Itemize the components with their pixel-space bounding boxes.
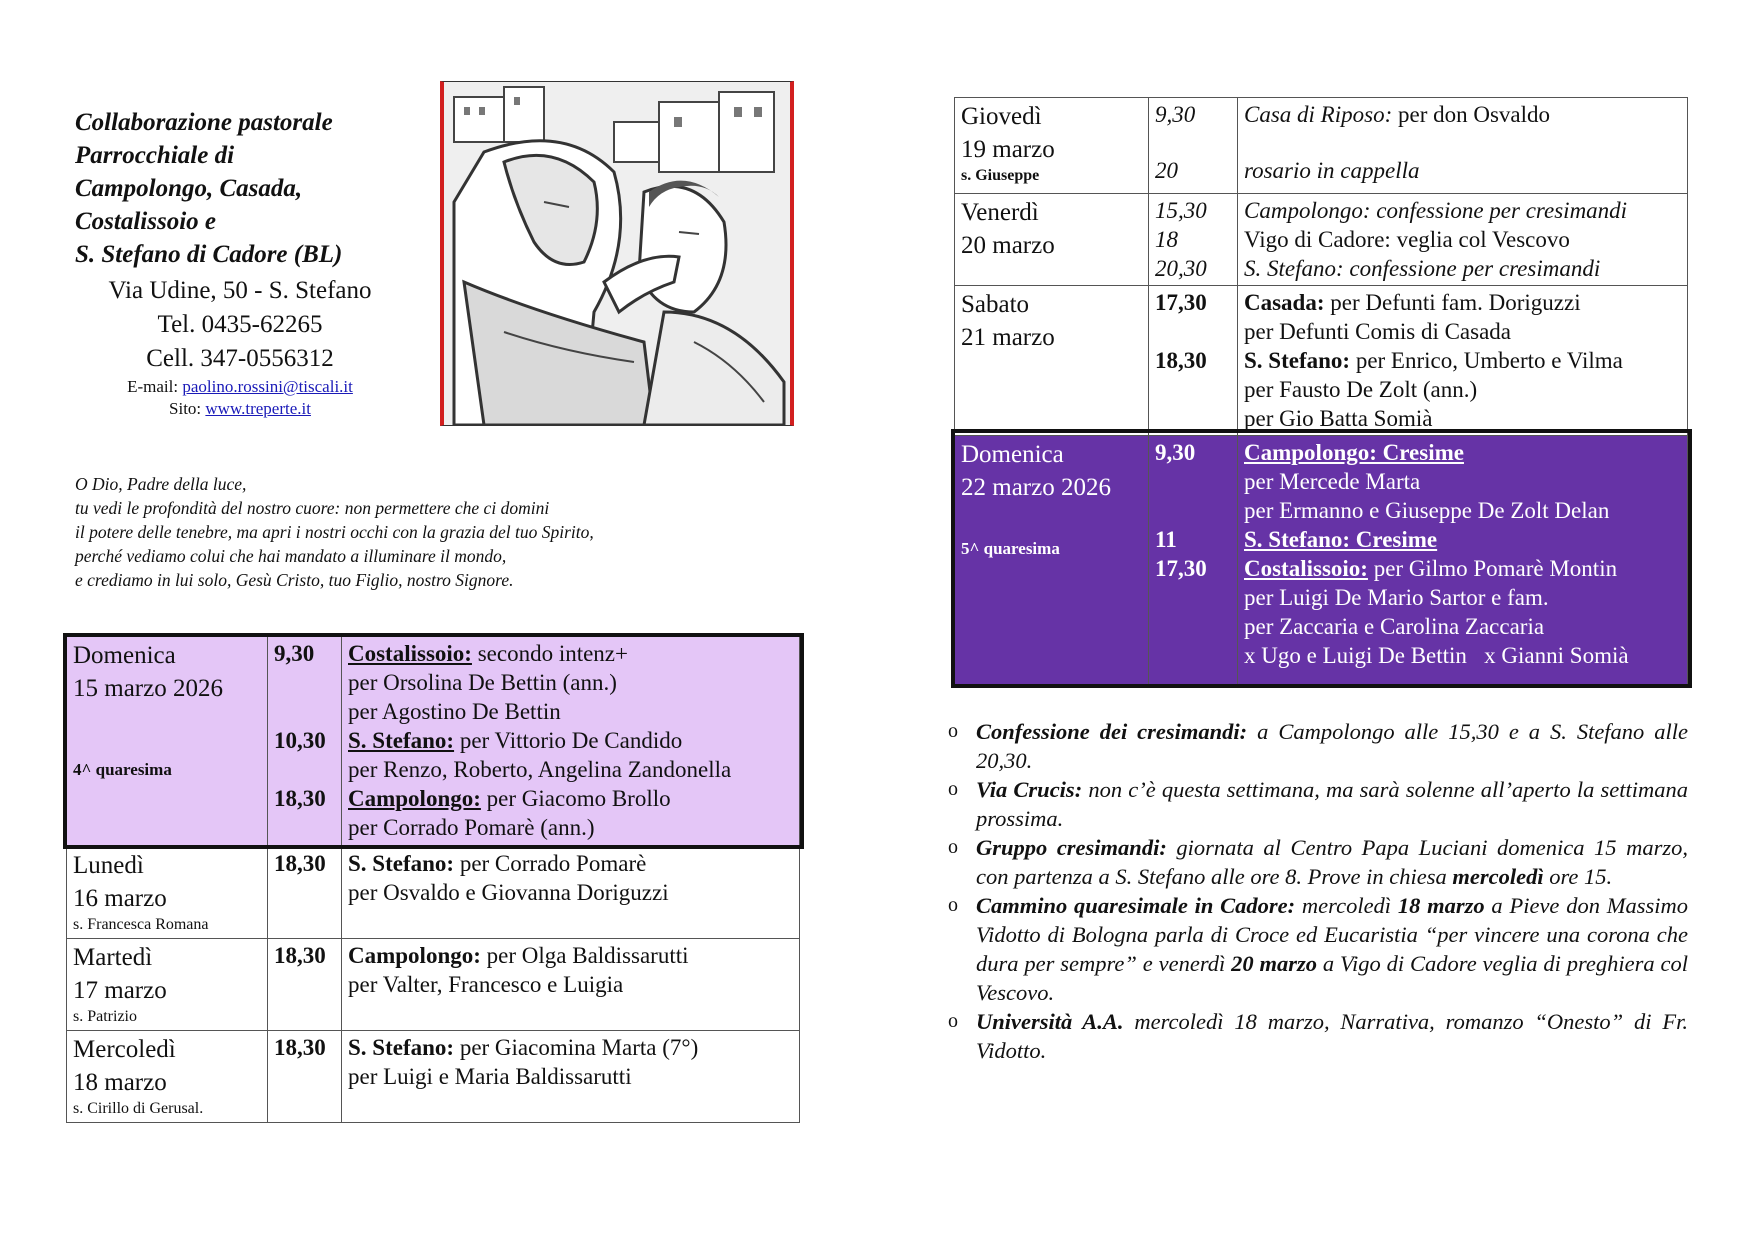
note-heading: Via Crucis:: [976, 777, 1083, 802]
intentions-cell: [342, 939, 800, 1031]
note-text: a Campolongo alle 15,30 e a S. Stefano alle 20,30.: [976, 719, 1688, 773]
day-name: Giovedì: [961, 103, 1042, 130]
list-item: [948, 775, 1688, 833]
prayer-line: e crediamo in lui solo, Gesù Cristo, tuo Figlio, nostro Signore.: [75, 570, 514, 590]
left-schedule-table: [66, 636, 800, 1123]
intention-line: per Renzo, Roberto, Angelina Zandonella: [348, 757, 732, 782]
church-name: S. Stefano:: [348, 728, 455, 753]
intention-line: [348, 639, 793, 668]
intention-text: per Defunti fam. Doriguzzi: [1324, 290, 1581, 315]
table-row: [67, 939, 800, 1031]
saint-name: s. Giuseppe: [961, 167, 1040, 184]
church-name: Costalissoio:: [1244, 556, 1368, 581]
intention-text: per Enrico, Umberto e Vilma: [1350, 348, 1623, 373]
note-text: non c’è questa settimana, ma sarà solenne all’aperto la settimana prossima.: [976, 777, 1688, 831]
email-line: [75, 376, 405, 398]
intention-text: per Gilmo Pomarè Montin: [1367, 556, 1618, 581]
intention-line: [1244, 288, 1681, 317]
intention-line: per Orsolina De Bettin (ann.): [348, 670, 617, 695]
mass-time: 17,30: [1155, 290, 1207, 315]
day-name: Lunedì: [73, 852, 144, 879]
note-text: a Pieve don Massimo Vidotto di Bologna parla di Croce ed Eucaristia “per vincere una corona che dura per sempre” e venerdì: [976, 893, 1688, 976]
church-name: S. Stefano:: [1244, 348, 1351, 373]
intention-line: rosario in cappella: [1244, 158, 1420, 183]
day-name: Domenica: [73, 642, 176, 669]
liturgical-note: 4^ quaresima: [73, 760, 172, 779]
title-line: Collaborazione pastorale: [75, 109, 333, 136]
mass-time: 20,30: [1155, 256, 1207, 281]
intention-line: per Zaccaria e Carolina Zaccaria: [1244, 614, 1545, 639]
mass-time: 18,30: [268, 1031, 342, 1123]
jesus-healing-illustration-icon: [440, 81, 794, 426]
church-name: S. Stefano: Cresime: [1244, 527, 1438, 552]
email-link[interactable]: paolino.rossini@tiscali.it: [182, 377, 353, 396]
note-emphasis: mercoledì: [1452, 864, 1544, 889]
note-heading: Cammino quaresimale in Cadore:: [976, 893, 1296, 918]
day-name: Domenica: [961, 441, 1064, 468]
telephone: Tel. 0435-62265: [157, 311, 323, 338]
intention-text: per Olga Baldissarutti: [480, 943, 689, 968]
mass-time: 11: [1155, 527, 1177, 552]
intention-line: [1244, 100, 1681, 129]
intentions-cell: [1238, 98, 1688, 194]
day-cell: [67, 939, 268, 1031]
church-name: Costalissoio:: [348, 641, 472, 666]
time-cell: [1149, 98, 1238, 194]
mass-time: 18: [1155, 227, 1178, 252]
day-name: Venerdì: [961, 199, 1039, 226]
note-text: ore 15.: [1543, 864, 1613, 889]
prayer-line: perché vediamo colui che hai mandato a illuminare il mondo,: [75, 546, 507, 566]
intention-line: per Corrado Pomarè (ann.): [348, 815, 595, 840]
mass-time: 18,30: [268, 847, 342, 939]
note-heading: Confessione dei cresimandi:: [976, 719, 1248, 744]
list-item: [948, 717, 1688, 775]
day-date: 19 marzo: [961, 136, 1055, 163]
mass-time: 9,30: [1155, 440, 1196, 465]
table-row: [67, 637, 800, 847]
day-cell: [955, 194, 1149, 286]
note-heading: Università A.A.: [976, 1009, 1124, 1034]
day-cell: [67, 847, 268, 939]
intentions-cell: [342, 637, 800, 847]
intention-line: [348, 784, 793, 813]
intention-line: per Mercede Marta: [1244, 469, 1421, 494]
time-cell: [1149, 286, 1238, 436]
mass-time: 9,30: [1155, 102, 1196, 127]
site-link[interactable]: www.treperte.it: [205, 399, 311, 418]
intention-text: per Vittorio De Candido: [454, 728, 683, 753]
list-item: [948, 1007, 1688, 1065]
intentions-cell: [342, 1031, 800, 1123]
title-line: Campolongo, Casada,: [75, 175, 303, 202]
intention-line: per Defunti Comis di Casada: [1244, 319, 1512, 344]
time-cell: [268, 637, 342, 847]
day-date: 21 marzo: [961, 324, 1055, 351]
note-text: mercoledì 18 marzo, Narrativa, romanzo “Onesto” di Fr. Vidotto.: [976, 1009, 1688, 1063]
intentions-cell: [1238, 194, 1688, 286]
note-emphasis: 18 marzo: [1397, 893, 1485, 918]
opening-prayer: [75, 472, 775, 592]
intention-line: Vigo di Cadore: veglia col Vescovo: [1244, 227, 1570, 252]
announcements-list: [948, 717, 1688, 1065]
right-schedule-table: [954, 97, 1688, 688]
intention-line: [348, 849, 793, 878]
mass-time: 17,30: [1155, 556, 1207, 581]
note-text: giornata al Centro Papa Luciani domenica 15 marzo, con partenza a S. Stefano alle ore 8. Prove in chiesa: [976, 835, 1688, 889]
intention-line: per Ermanno e Giuseppe De Zolt Delan: [1244, 498, 1610, 523]
note-heading: Gruppo cresimandi:: [976, 835, 1167, 860]
mass-time: 20: [1155, 158, 1178, 183]
email-label: E-mail:: [127, 377, 183, 396]
intention-line: [1244, 346, 1681, 375]
intention-line: Campolongo: confessione per cresimandi: [1244, 198, 1628, 223]
church-name: Campolongo: Cresime: [1244, 440, 1464, 465]
title-line: Costalissoio e: [75, 208, 216, 235]
intention-line: [348, 1033, 793, 1062]
intention-line: per Fausto De Zolt (ann.): [1244, 377, 1478, 402]
bullet-icon: o: [948, 1010, 958, 1032]
intention-line: per Luigi De Mario Sartor e fam.: [1244, 585, 1549, 610]
church-name: Casada:: [1244, 290, 1325, 315]
mass-time: 18,30: [274, 786, 326, 811]
day-date: 15 marzo 2026: [73, 675, 223, 702]
mass-time: 10,30: [274, 728, 326, 753]
day-cell: [955, 98, 1149, 194]
church-name: Campolongo:: [348, 786, 481, 811]
site-label: Sito:: [169, 399, 206, 418]
list-item: [948, 891, 1688, 1007]
site-line: [75, 398, 405, 420]
mass-time: 18,30: [268, 939, 342, 1031]
day-cell: [955, 436, 1149, 688]
illustration-svg: [444, 82, 790, 425]
intention-line: S. Stefano: confessione per cresimandi: [1244, 256, 1601, 281]
table-row: [955, 436, 1688, 688]
day-name: Martedì: [73, 944, 153, 971]
church-name: S. Stefano:: [348, 1035, 455, 1060]
intention-line: x Ugo e Luigi De Bettin x Gianni Somià: [1244, 643, 1629, 668]
prayer-line: tu vedi le profondità del nostro cuore: non permettere che ci domini: [75, 498, 550, 518]
time-cell: [1149, 194, 1238, 286]
address: Via Udine, 50 - S. Stefano: [108, 277, 372, 304]
day-name: Mercoledì: [73, 1036, 176, 1063]
table-row: [955, 194, 1688, 286]
intention-text: per don Osvaldo: [1392, 102, 1551, 127]
intention-text: per Giacomina Marta (7°): [454, 1035, 699, 1060]
mass-time: 18,30: [1155, 348, 1207, 373]
note-emphasis: 20 marzo: [1231, 951, 1317, 976]
intention-line: [348, 941, 793, 970]
bullet-icon: o: [948, 836, 958, 858]
mass-time: 15,30: [1155, 198, 1207, 223]
intention-line: per Valter, Francesco e Luigia: [348, 972, 624, 997]
day-date: 20 marzo: [961, 232, 1055, 259]
intention-text: per Corrado Pomarè: [454, 851, 647, 876]
intention-line: per Luigi e Maria Baldissarutti: [348, 1064, 632, 1089]
prayer-line: il potere delle tenebre, ma apri i nostri occhi con la grazia del tuo Spirito,: [75, 522, 594, 542]
list-item: [948, 833, 1688, 891]
time-cell: [1149, 436, 1238, 688]
intention-line: per Gio Batta Somià: [1244, 406, 1433, 431]
parish-title: [75, 106, 435, 271]
bullet-icon: o: [948, 894, 958, 916]
day-date: 17 marzo: [73, 977, 167, 1004]
title-line: Parrocchiale di: [75, 142, 235, 169]
table-row: [955, 286, 1688, 436]
intention-text: secondo intenz+: [471, 641, 628, 666]
title-line: S. Stefano di Cadore (BL): [75, 241, 343, 268]
intention-text: per Giacomo Brollo: [480, 786, 671, 811]
table-row: [67, 1031, 800, 1123]
mass-time: 9,30: [274, 641, 315, 666]
table-row: [67, 847, 800, 939]
church-name: Casa di Riposo:: [1244, 102, 1393, 127]
prayer-line: O Dio, Padre della luce,: [75, 474, 247, 494]
note-text: mercoledì: [1295, 893, 1398, 918]
bullet-icon: o: [948, 720, 958, 742]
church-name: Campolongo:: [348, 943, 481, 968]
intentions-cell: [1238, 436, 1688, 688]
intention-line: per Osvaldo e Giovanna Doriguzzi: [348, 880, 669, 905]
intention-line: [348, 726, 793, 755]
intentions-cell: [342, 847, 800, 939]
day-name: Sabato: [961, 291, 1030, 318]
saint-name: s. Francesca Romana: [73, 916, 209, 933]
saint-name: s. Patrizio: [73, 1008, 137, 1025]
day-date: 22 marzo 2026: [961, 474, 1111, 501]
day-cell: [67, 637, 268, 847]
bullet-icon: o: [948, 778, 958, 800]
day-cell: [67, 1031, 268, 1123]
note-text: a Vigo di Cadore veglia di preghiera col Vescovo.: [976, 951, 1689, 1005]
table-row: [955, 98, 1688, 194]
intention-line: [1244, 554, 1681, 583]
contacts: [75, 274, 405, 420]
day-cell: [955, 286, 1149, 436]
day-date: 16 marzo: [73, 885, 167, 912]
day-date: 18 marzo: [73, 1069, 167, 1096]
intention-line: per Agostino De Bettin: [348, 699, 561, 724]
intentions-cell: [1238, 286, 1688, 436]
saint-name: s. Cirillo di Gerusal.: [73, 1100, 204, 1117]
cellphone: Cell. 347-0556312: [146, 345, 334, 372]
liturgical-note: 5^ quaresima: [961, 539, 1060, 558]
church-name: S. Stefano:: [348, 851, 455, 876]
